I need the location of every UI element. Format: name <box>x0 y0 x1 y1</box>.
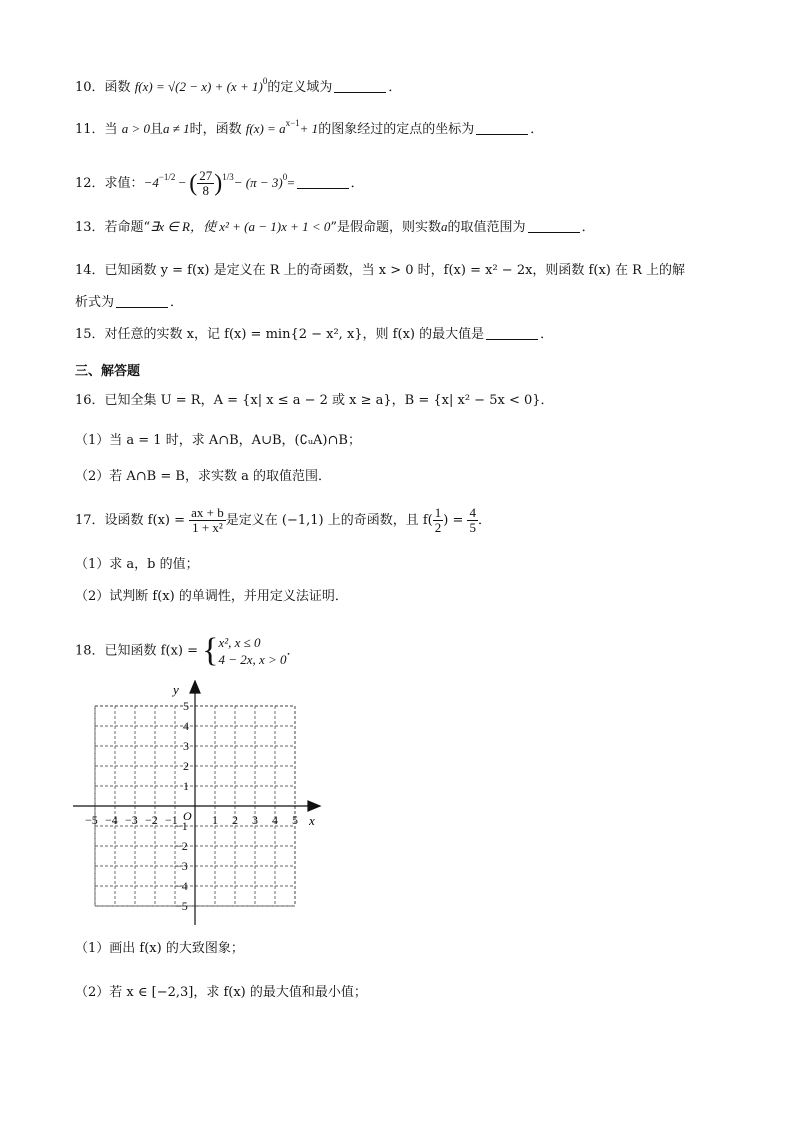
question-number: 13． <box>75 220 105 235</box>
x-tick-label: 5 <box>292 813 298 827</box>
question-number: 12． <box>75 176 105 191</box>
math-expression: f(x) = √(2 − x) + (x + 1) <box>134 79 263 94</box>
question-14: 14．已知函数 y = f(x) 是定义在 R 上的奇函数，当 x > 0 时，f(x) = x² − 2x，则函数 f(x) 在 R 上的解 <box>75 263 686 278</box>
x-tick-label: 4 <box>272 813 278 827</box>
fraction: $\frac{27}{8}$ <box>199 168 213 198</box>
math-expression: ∃x ∈ R，使 x² + (a − 1)x + 1 < 0 <box>150 219 331 234</box>
origin-label: O <box>183 809 192 823</box>
question-16-part-1: （1）当 a = 1 时，求 A∩B，A∪B，(∁ᵤA)∩B； <box>75 433 361 448</box>
question-number: 10． <box>75 80 105 95</box>
x-tick-label: −4 <box>105 813 118 827</box>
coordinate-grid <box>65 680 335 930</box>
y-tick-label: −5 <box>175 899 188 913</box>
answer-blank[interactable] <box>116 295 168 308</box>
answer-blank[interactable] <box>297 176 349 189</box>
question-10: 10．函数 $f(x) = √(2 - x) + (x + 1)^0$的定义域为 ． <box>75 76 402 95</box>
question-16-part-2: （2）若 A∩B = B，求实数 a 的取值范围． <box>75 469 331 484</box>
x-tick-label: −5 <box>85 813 98 827</box>
y-tick-label: 2 <box>183 759 189 773</box>
y-tick-label: 5 <box>183 699 189 713</box>
y-tick-label: −3 <box>175 859 188 873</box>
y-axis-arrow <box>190 681 200 693</box>
question-14-line-2: 析式为 ． <box>75 295 184 310</box>
y-tick-label: −2 <box>175 839 188 853</box>
question-11: 11．当 a > 0且a ≠ 1时，函数 $f(x) = a^{x-1}+ 1$的图象经过的定点的坐标为 ． <box>75 118 544 137</box>
question-15: 15．对任意的实数 x，记 f(x) = min{2 − x², x}，则 f(x) 的最大值是 ． <box>75 327 554 342</box>
question-17-part-2: （2）试判断 f(x) 的单调性，并用定义法证明． <box>75 589 348 604</box>
question-16: 16．已知全集 U = R，A = {x| x ≤ a − 2 或 x ≥ a}，B = {x| x² − 5x < 0}． <box>75 393 554 408</box>
question-17-part-1: （1）求 a，b 的值； <box>75 557 199 572</box>
x-axis-arrow <box>308 801 320 811</box>
answer-blank[interactable] <box>528 220 580 233</box>
section-heading: 三、解答题 <box>75 364 141 379</box>
x-tick-label: 1 <box>212 813 218 827</box>
question-12: 12．求值：$-4^{-1/2}$ − ( $\frac{27}{8}$ )$^{1/3}- (\pi - 3)^0=$ ． <box>75 168 364 198</box>
question-number: 16． <box>75 393 105 408</box>
question-number: 11． <box>75 122 105 137</box>
question-number: 14． <box>75 263 105 278</box>
question-number: 18． <box>75 643 105 659</box>
answer-blank[interactable] <box>334 80 386 93</box>
x-axis-label: x <box>309 813 315 828</box>
y-tick-label: −1 <box>175 819 188 833</box>
y-tick-label: 4 <box>183 719 189 733</box>
x-tick-label: −1 <box>165 813 178 827</box>
answer-blank[interactable] <box>476 122 528 135</box>
question-13: 13．若命题“∃x ∈ R，使 x² + (a − 1)x + 1 < 0”是假命题，则实数a的取值范围为 ． <box>75 219 595 235</box>
fraction: $\frac{4}{5}$ <box>469 505 476 535</box>
y-tick-label: −4 <box>175 879 188 893</box>
question-number: 17． <box>75 513 105 528</box>
x-tick-label: −3 <box>125 813 138 827</box>
question-18-part-1: （1）画出 f(x) 的大致图象； <box>75 941 244 956</box>
math-expression: f(x) = a <box>245 121 286 136</box>
y-axis-label: y <box>173 682 179 697</box>
x-tick-label: 2 <box>232 813 238 827</box>
fraction: $\frac{ax + b}{\text{1 + x²}}$ <box>191 505 224 535</box>
question-number: 15． <box>75 327 105 342</box>
question-17: 17．设函数 f(x) = $\frac{ax + b}{\text{1 + x²}}$ 是定义在 (−1,1) 上的奇函数，且 f( $\frac{1}{2}$ ) = $\frac{4}{5}$ ． <box>75 505 491 535</box>
x-tick-label: −2 <box>145 813 158 827</box>
answer-blank[interactable] <box>486 327 538 340</box>
x-tick-label: 3 <box>252 813 258 827</box>
question-18: 18．已知函数 f(x) = { x², x ≤ 0 4 − 2x, x > 0 ． <box>75 632 300 669</box>
y-tick-label: 1 <box>183 779 189 793</box>
question-18-part-2: （2）若 x ∈ [−2,3]，求 f(x) 的最大值和最小值； <box>75 985 367 1000</box>
y-tick-label: 3 <box>183 739 189 753</box>
fraction: $\frac{1}{2}$ <box>434 505 442 535</box>
